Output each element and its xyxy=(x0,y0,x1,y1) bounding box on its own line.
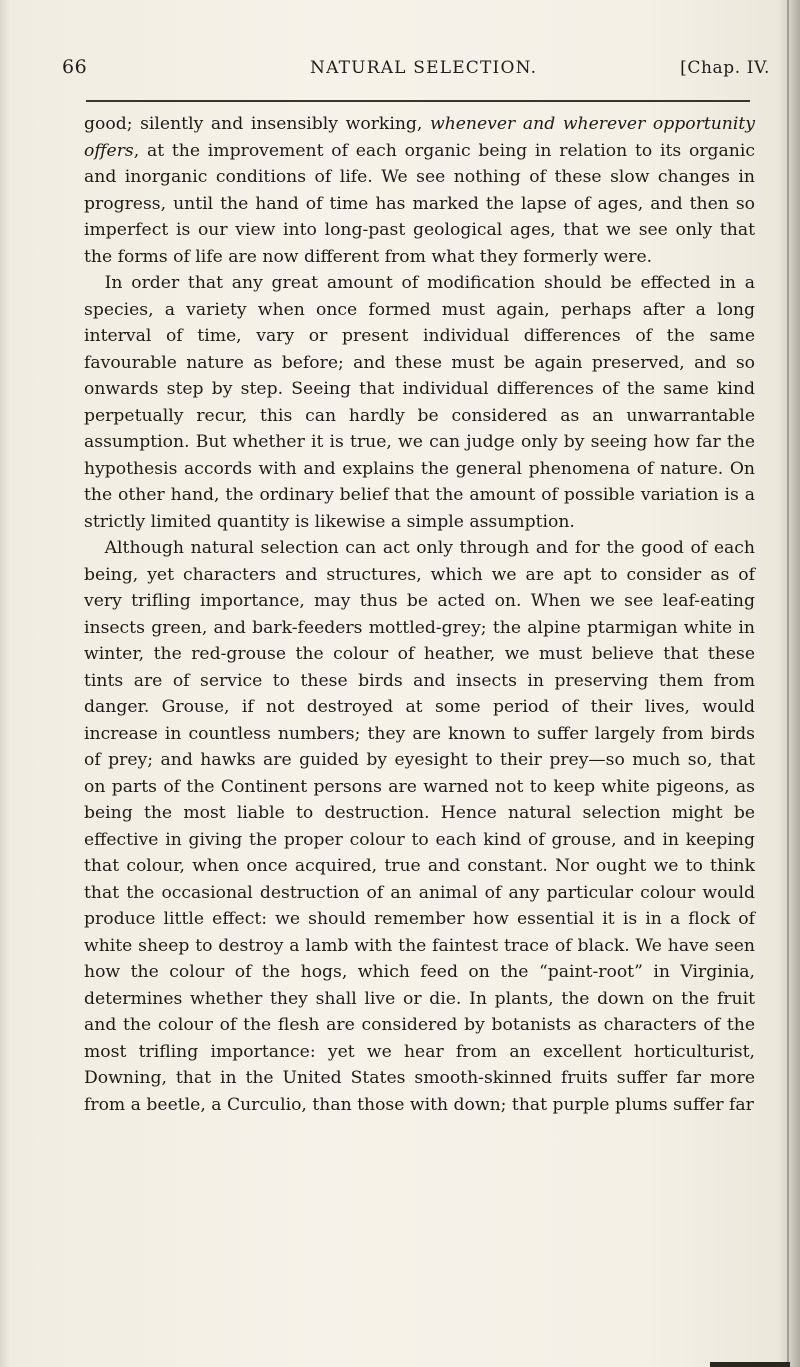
running-title: NATURAL SELECTION. xyxy=(310,58,538,78)
page-number: 66 xyxy=(62,56,88,78)
paragraph-1-start: good; silently and insensibly working, xyxy=(84,114,430,134)
running-header xyxy=(52,44,770,88)
paragraph-2: In order that any great amount of modification should be effected in a species, a variety when once formed must again, perhaps after a long interval of time, vary or present individual differences of the same favourable nature as before; and these must be again preserved, and so onwards step by step. Seeing that individual differences of the same kind perpetually recur, this can hardly be considered as an unwarrantable assumption. But whether it is true, we can judge only by seeing how far the hypothesis accords with and explains the general phenomena of nature. On the other hand, the ordinary belief that the amount of possible variation is a strictly limited quantity is likewise a simple assumption. xyxy=(84,273,755,532)
chapter-reference: [Chap. IV. xyxy=(680,58,770,78)
paragraph-3: Although natural selection can act only through and for the good of each being, yet characters and structures, which we are apt to consider as of very trifling importance, may thus be acted on. When we see leaf-eating insects green, and bark-feeders mottled-grey; the alpine ptarmigan white in winter, the red-grouse the colour of heather, we must believe that these tints are of service to these birds and insects in preserving them from danger. Grouse, if not destroyed at some period of their lives, would increase in countless numbers; they are known to suffer largely from birds of prey; and hawks are guided by eyesight to their prey—so much so, that on parts of the Continent persons are warned not to keep white pigeons, as being the most liable to destruction. Hence natural selection might be effective in giving the proper colour to each kind of grouse, and in keeping that colour, when once acquired, true and constant. Nor ought we to think that the occasional destruction of an animal of any particular colour would produce little effect: we should remember how essential it is in a flock of white sheep to destroy a lamb with the faintest trace of black. We have seen how the colour of the hogs, which feed on the “paint-root” in Virginia, determines whether they shall live or die. In plants, the down on the fruit and the colour of the flesh are considered by botanists as characters of the most trifling importance: yet we hear from an excellent horticulturist, Downing, that in the United States smooth-skinned fruits suffer far more from a beetle, a Curculio, than those with down; that purple plums suffer far xyxy=(84,538,755,1115)
paragraph-1-end: , at the improvement of each organic being in relation to its organic and inorganic conditions of life. We see nothing of these slow changes in progress, until the hand of time has marked the lapse of ages, and then so imperfect is our view into long-past geological ages, that we see only that the forms of life are now different from what they formerly were. xyxy=(84,140,755,267)
body-text xyxy=(84,111,755,1118)
page-gutter-shadow xyxy=(0,0,10,1367)
paragraph-1-italic: whenever and wherever opportunity offers xyxy=(84,114,755,161)
page-bottom-mark xyxy=(710,1362,790,1367)
header-rule xyxy=(86,100,750,102)
page-edge-shadow xyxy=(778,0,800,1367)
page-edge-line xyxy=(787,0,789,1367)
paragraph-1 xyxy=(84,111,755,270)
